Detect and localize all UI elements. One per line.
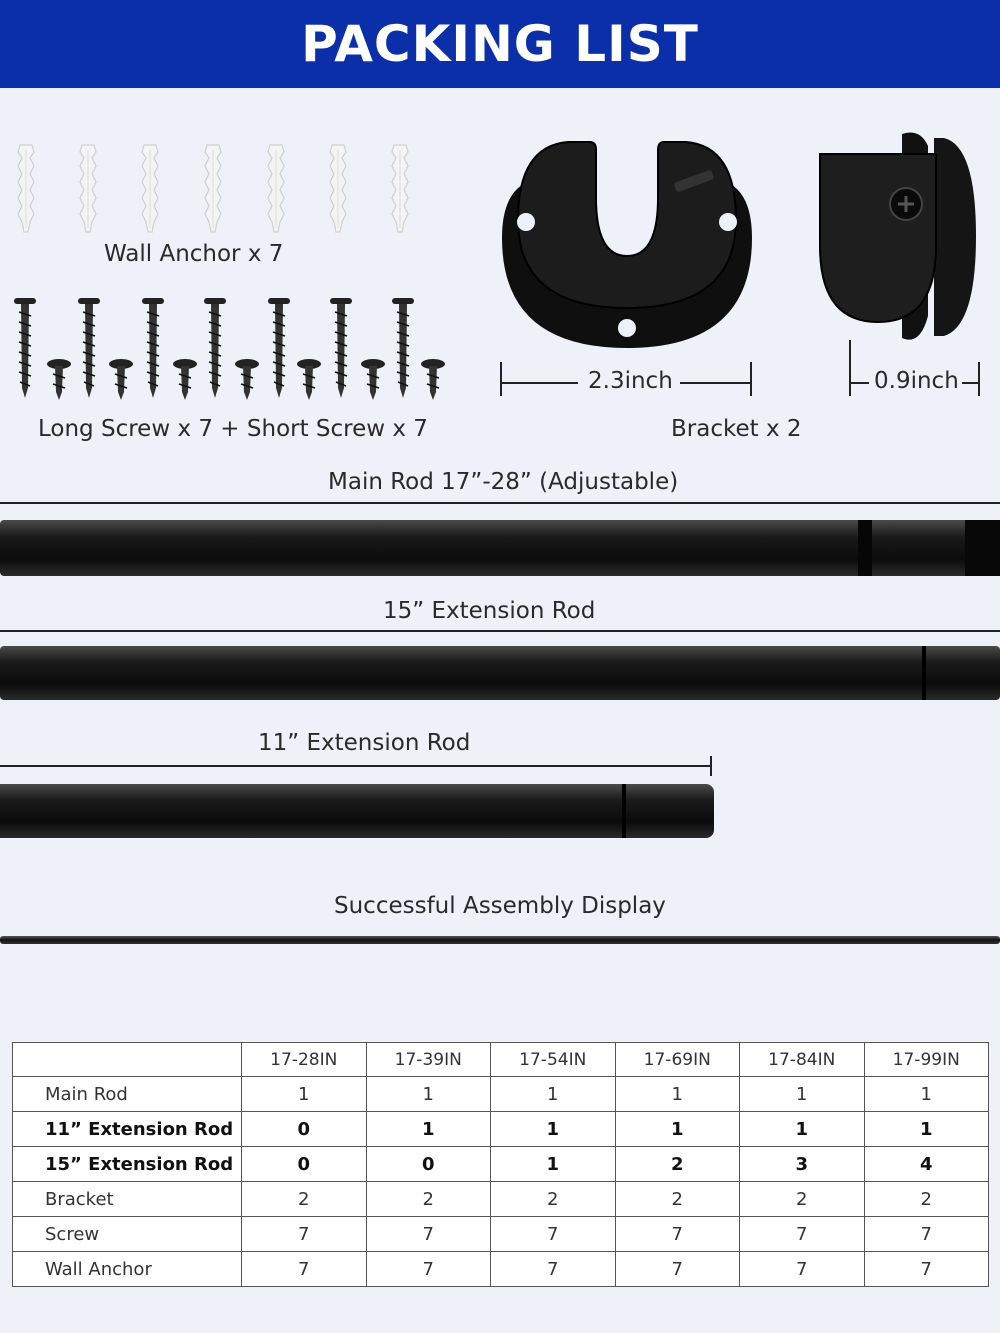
table-cell: 4: [864, 1147, 989, 1182]
table-row: [13, 1217, 989, 1252]
table-cell: 1: [864, 1112, 989, 1147]
table-row: [13, 1077, 989, 1112]
column-header: 17-99IN: [864, 1043, 989, 1077]
extension-rod-11-joint: [622, 784, 626, 838]
table-cell: 7: [366, 1252, 491, 1287]
extension-rod-15-label: 15” Extension Rod: [383, 598, 596, 624]
main-rod-end: [965, 520, 1000, 576]
page-title: PACKING LIST: [301, 15, 699, 73]
table-cell: 1: [242, 1077, 367, 1112]
screws-label: Long Screw x 7 + Short Screw x 7: [38, 416, 428, 442]
table-row: [13, 1112, 989, 1147]
row-label: Bracket: [13, 1182, 242, 1217]
packing-table: [12, 1042, 989, 1287]
table-cell: 2: [491, 1182, 616, 1217]
table-cell: 1: [491, 1147, 616, 1182]
main-rod-image: [0, 520, 1000, 576]
bracket-depth-line-left: [849, 382, 869, 384]
table-cell: 3: [740, 1147, 865, 1182]
table-cell: 7: [740, 1252, 865, 1287]
screws-image: [12, 296, 452, 402]
table-row: [13, 1182, 989, 1217]
main-rod-joint: [858, 520, 872, 576]
table-cell: 0: [242, 1147, 367, 1182]
row-label: Wall Anchor: [13, 1252, 242, 1287]
assembled-rod-image: [0, 936, 1000, 944]
table-corner-cell: [13, 1043, 242, 1077]
table-cell: 7: [740, 1217, 865, 1252]
extension-rod-11-dimension-line: [0, 765, 712, 767]
assembly-title: Successful Assembly Display: [334, 893, 666, 919]
extension-rod-15-joint: [922, 646, 926, 700]
wall-anchors-image: [10, 140, 420, 240]
bracket-depth-tick-right: [978, 362, 980, 396]
row-label: 15” Extension Rod: [13, 1147, 242, 1182]
table-cell: 7: [864, 1217, 989, 1252]
bracket-width-tick-right: [750, 362, 752, 396]
table-cell: 1: [615, 1112, 740, 1147]
row-label: Screw: [13, 1217, 242, 1252]
table-cell: 0: [366, 1147, 491, 1182]
table-cell: 7: [242, 1217, 367, 1252]
header-banner: [0, 0, 1000, 88]
extension-rod-11-label: 11” Extension Rod: [258, 730, 471, 756]
table-cell: 2: [242, 1182, 367, 1217]
table-cell: 2: [615, 1182, 740, 1217]
table-cell: 1: [491, 1077, 616, 1112]
table-cell: 1: [615, 1077, 740, 1112]
column-header: 17-39IN: [366, 1043, 491, 1077]
table-cell: 1: [366, 1112, 491, 1147]
column-header: 17-28IN: [242, 1043, 367, 1077]
table-cell: 2: [615, 1147, 740, 1182]
table-cell: 1: [740, 1112, 865, 1147]
table-cell: 7: [615, 1252, 740, 1287]
bracket-depth-label: 0.9inch: [874, 368, 959, 394]
column-header: 17-69IN: [615, 1043, 740, 1077]
bracket-width-line-left: [500, 382, 578, 384]
table-row: [13, 1147, 989, 1182]
table-cell: 7: [242, 1252, 367, 1287]
wall-anchor-label: Wall Anchor x 7: [104, 241, 284, 267]
bracket-width-label: 2.3inch: [588, 368, 673, 394]
table-cell: 2: [366, 1182, 491, 1217]
bracket-side-image: [816, 126, 980, 351]
main-rod-dimension-line: [0, 502, 1000, 504]
row-label: Main Rod: [13, 1077, 242, 1112]
table-row: [13, 1252, 989, 1287]
table-header-row: [13, 1043, 989, 1077]
table-cell: 1: [491, 1112, 616, 1147]
table-cell: 7: [491, 1217, 616, 1252]
table-cell: 2: [864, 1182, 989, 1217]
bracket-depth-tick-left: [849, 340, 851, 396]
table-cell: 7: [615, 1217, 740, 1252]
table-cell: 2: [740, 1182, 865, 1217]
table-cell: 1: [864, 1077, 989, 1112]
table-cell: 1: [366, 1077, 491, 1112]
row-label: 11” Extension Rod: [13, 1112, 242, 1147]
column-header: 17-54IN: [491, 1043, 616, 1077]
extension-rod-15-image: [0, 646, 1000, 700]
extension-rod-11-tick: [710, 756, 712, 776]
main-rod-label: Main Rod 17”-28” (Adjustable): [328, 469, 679, 495]
bracket-width-line-right: [680, 382, 752, 384]
extension-rod-11-image: [0, 784, 714, 838]
column-header: 17-84IN: [740, 1043, 865, 1077]
table-cell: 7: [864, 1252, 989, 1287]
bracket-width-tick-left: [500, 362, 502, 396]
table-cell: 7: [491, 1252, 616, 1287]
extension-rod-15-dimension-line: [0, 630, 1000, 632]
table-cell: 1: [740, 1077, 865, 1112]
bracket-front-image: [498, 138, 756, 353]
table-cell: 7: [366, 1217, 491, 1252]
bracket-label: Bracket x 2: [671, 416, 802, 442]
table-cell: 0: [242, 1112, 367, 1147]
